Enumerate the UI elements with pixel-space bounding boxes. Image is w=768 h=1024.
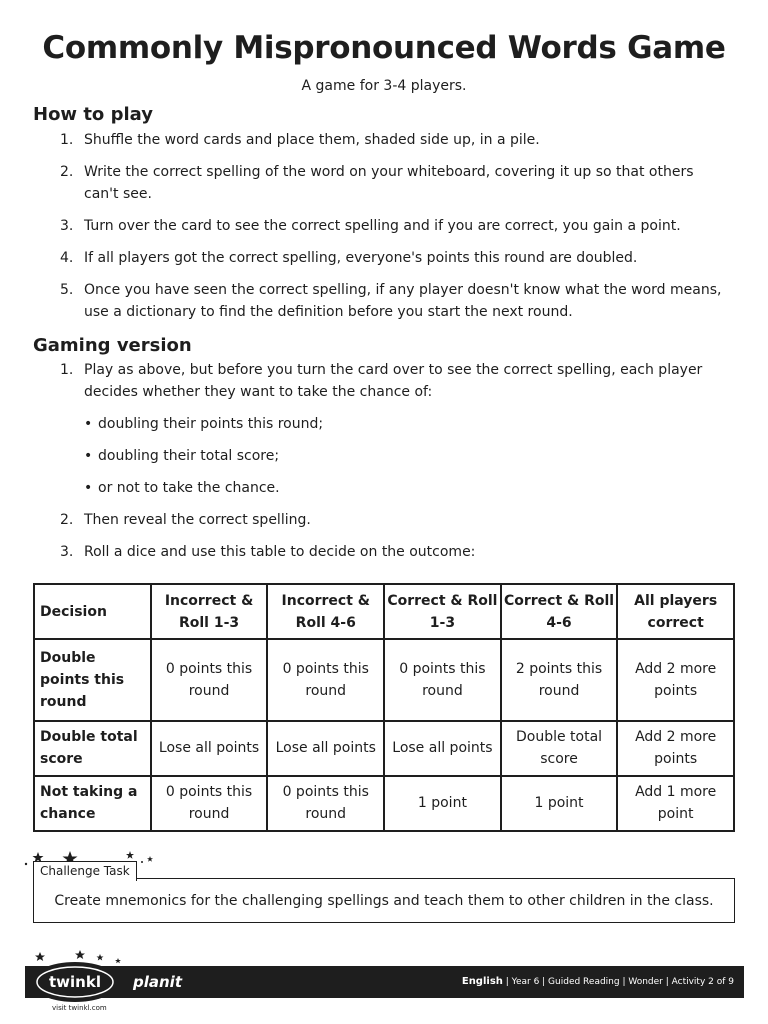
list-item: • or not to take the chance. bbox=[84, 480, 280, 496]
twinkl-logo-icon bbox=[30, 950, 125, 1006]
step-item: 5. Once you have seen the correct spelling, if any player doesn't know what the word means, use a dictionary to find the definition before you start the next round. bbox=[60, 282, 722, 320]
table-header-cell: Incorrect & Roll 1-3 bbox=[151, 584, 268, 639]
planit-logo: planit bbox=[133, 973, 182, 991]
table-cell: 1 point bbox=[501, 776, 618, 831]
page-title: Commonly Mispronounced Words Game bbox=[42, 30, 726, 66]
table-row bbox=[34, 721, 734, 776]
table-cell: 0 points this round bbox=[151, 639, 268, 721]
how-to-play-heading: How to play bbox=[33, 104, 153, 125]
table-cell: Not taking a chance bbox=[34, 776, 151, 831]
step-item: 2. Then reveal the correct spelling. bbox=[60, 512, 311, 528]
footer-info: English | Year 6 | Guided Reading | Wonder | Activity 2 of 9 bbox=[461, 976, 734, 987]
table-cell: Lose all points bbox=[151, 721, 268, 776]
table-header-cell: Correct & Roll 4-6 bbox=[501, 584, 618, 639]
chance-options bbox=[84, 413, 730, 499]
challenge-task-box: Create mnemonics for the challenging spellings and teach them to other children in the class. bbox=[33, 878, 735, 923]
table-cell: 0 points this round bbox=[267, 639, 384, 721]
subtitle: A game for 3-4 players. bbox=[301, 78, 467, 94]
gaming-version-steps bbox=[60, 359, 730, 573]
step-item: 1. Play as above, but before you turn the card over to see the correct spelling, each player decides whether they want to take the chance of: • doubling their points this round; • doubling their total score; • or not to take the chance. bbox=[60, 359, 730, 499]
step-item: 3. Turn over the card to see the correct spelling and if you are correct, you gain a point. bbox=[60, 218, 681, 234]
table-cell: 0 points this round bbox=[267, 776, 384, 831]
table-header-row bbox=[34, 584, 734, 639]
list-item: • doubling their total score; bbox=[84, 448, 280, 464]
table-cell: 2 points this round bbox=[501, 639, 618, 721]
table-cell: Lose all points bbox=[267, 721, 384, 776]
challenge-task-label: Challenge Task bbox=[33, 861, 137, 881]
table-header-cell: Correct & Roll 1-3 bbox=[384, 584, 501, 639]
table-cell: Double total score bbox=[34, 721, 151, 776]
outcome-table bbox=[33, 583, 735, 832]
list-item: • doubling their points this round; bbox=[84, 416, 324, 432]
table-row bbox=[34, 639, 734, 721]
table-cell: Add 2 more points bbox=[617, 639, 734, 721]
visit-text: visit twinkl.com bbox=[52, 1004, 107, 1012]
table-cell: Add 1 more point bbox=[617, 776, 734, 831]
table-cell: 0 points this round bbox=[151, 776, 268, 831]
table-cell: Double points this round bbox=[34, 639, 151, 721]
step-item: 2. Write the correct spelling of the word on your whiteboard, covering it up so that others can't see. bbox=[60, 164, 694, 202]
table-header-cell: All players correct bbox=[617, 584, 734, 639]
step-item: 1. Shuffle the word cards and place them, shaded side up, in a pile. bbox=[60, 132, 540, 148]
table-cell: Lose all points bbox=[384, 721, 501, 776]
logo-text: twinkl bbox=[49, 973, 101, 991]
table-cell: 0 points this round bbox=[384, 639, 501, 721]
step-item: 3. Roll a dice and use this table to decide on the outcome: bbox=[60, 544, 476, 560]
gaming-version-heading: Gaming version bbox=[33, 335, 192, 356]
how-to-play-steps bbox=[60, 129, 730, 333]
table-cell: Add 2 more points bbox=[617, 721, 734, 776]
step-item: 4. If all players got the correct spelling, everyone's points this round are doubled. bbox=[60, 250, 638, 266]
table-cell: 1 point bbox=[384, 776, 501, 831]
table-header-cell: Incorrect & Roll 4-6 bbox=[267, 584, 384, 639]
table-row bbox=[34, 776, 734, 831]
table-cell: Double total score bbox=[501, 721, 618, 776]
table-header-cell: Decision bbox=[34, 584, 151, 639]
